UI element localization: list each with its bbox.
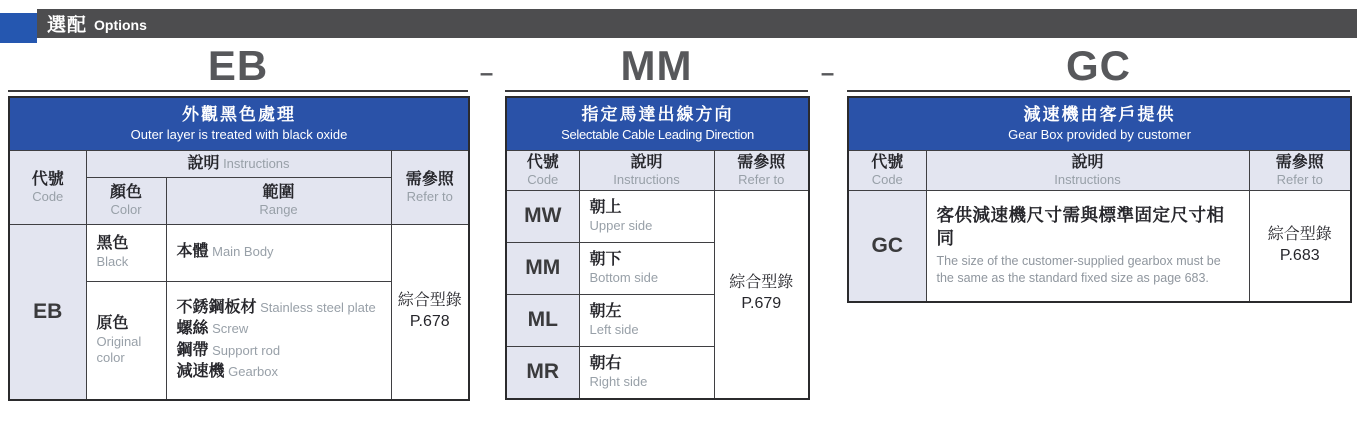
mm-row-ml-zh: 朝左 <box>589 302 622 320</box>
separator-dash-1: – <box>479 60 494 87</box>
title-rule <box>8 90 468 92</box>
mm-refer-cell <box>714 190 809 399</box>
option-column-eb <box>8 42 468 401</box>
gc-col-refer-zh: 需參照 <box>1275 153 1324 171</box>
eb-row2-range-cell <box>166 281 391 400</box>
eb-row2-range4-en: Gearbox <box>224 364 278 380</box>
eb-col-range <box>166 177 391 224</box>
gc-col-refer <box>1249 150 1351 190</box>
mm-refer-catalog: 綜合型錄 <box>729 274 794 292</box>
option-code-title-eb: EB <box>207 42 269 89</box>
eb-table-header-zh: 外觀黑色處理 <box>182 104 297 124</box>
eb-row1-color-cell <box>86 224 166 281</box>
section-header-bar <box>0 9 1357 39</box>
eb-col-instr-en: Instructions <box>219 155 290 171</box>
mm-options-table <box>505 96 810 400</box>
gc-refer-cell <box>1249 190 1351 302</box>
mm-row-mr-en: Right side <box>589 373 648 389</box>
section-header-strip <box>37 9 1357 38</box>
mm-table-header-en: Selectable Cable Leading Direction <box>561 126 754 142</box>
eb-refer-page: P.678 <box>409 312 450 330</box>
gc-col-code-en: Code <box>871 171 903 187</box>
eb-table-header <box>9 97 469 150</box>
mm-col-instructions <box>579 150 714 190</box>
eb-row2-range2-en: Screw <box>208 321 249 337</box>
mm-col-refer <box>714 150 809 190</box>
mm-table-header-zh: 指定馬達出線方向 <box>581 104 734 124</box>
gc-table-header-en: Gear Box provided by customer <box>1008 126 1191 142</box>
eb-col-refer-en: Refer to <box>406 188 453 204</box>
eb-refer-cell <box>391 224 469 400</box>
eb-col-refer-zh: 需參照 <box>405 170 454 188</box>
mm-col-instr-zh: 說明 <box>630 153 663 171</box>
separator-dash-2: – <box>820 60 835 87</box>
gc-table-header-zh: 減速機由客戶提供 <box>1023 104 1176 124</box>
accent-square-icon <box>0 13 37 43</box>
mm-row-mm-instr <box>579 242 714 294</box>
mm-row-mw-code: MW <box>506 190 579 242</box>
eb-col-color-en: Color <box>110 202 142 218</box>
gc-refer-page: P.683 <box>1279 246 1320 264</box>
eb-row1-range-cell <box>166 224 391 281</box>
eb-col-code-en: Code <box>32 188 64 204</box>
eb-col-color-zh: 顏色 <box>109 184 142 202</box>
eb-row1-color-en: Black <box>96 254 129 270</box>
mm-row-mm-code: MM <box>506 242 579 294</box>
eb-row2-range3-zh: 鋼帶 <box>176 341 209 359</box>
eb-col-code <box>9 150 86 224</box>
mm-row-mw-en: Upper side <box>589 217 653 233</box>
eb-row2-range2-zh: 螺絲 <box>176 320 209 338</box>
gc-col-instr-en: Instructions <box>1054 171 1121 187</box>
eb-row2-color-cell <box>86 281 166 400</box>
mm-row-mm-en: Bottom side <box>589 269 659 285</box>
mm-table-header <box>506 97 809 150</box>
eb-col-code-zh: 代號 <box>31 170 64 188</box>
eb-col-range-zh: 範圍 <box>262 184 295 202</box>
eb-col-instructions <box>86 150 391 177</box>
mm-col-instr-en: Instructions <box>613 171 680 187</box>
eb-col-refer <box>391 150 469 224</box>
mm-row-ml-en: Left side <box>589 321 639 337</box>
eb-col-color <box>86 177 166 224</box>
mm-row-mr-instr <box>579 346 714 399</box>
mm-col-refer-zh: 需參照 <box>737 153 786 171</box>
eb-row2-range1-en: Stainless steel plate <box>256 299 376 315</box>
options-columns <box>8 42 1350 401</box>
section-title-zh: 選配 <box>47 15 88 36</box>
option-code-title-mm: MM <box>620 42 693 89</box>
mm-col-code <box>506 150 579 190</box>
eb-row1-range-en: Main Body <box>208 244 274 260</box>
gc-instr-en: The size of the customer-supplied gearbox must be the same as the standard fixed size as page 683. <box>936 253 1221 285</box>
section-title-en: Options <box>94 16 147 33</box>
gc-instr-cell <box>926 190 1249 302</box>
gc-col-code-zh: 代號 <box>871 153 904 171</box>
mm-row-mw-instr <box>579 190 714 242</box>
mm-col-code-zh: 代號 <box>526 153 559 171</box>
eb-code-cell: EB <box>9 224 86 400</box>
mm-row-mr-zh: 朝右 <box>589 354 622 372</box>
mm-row-mw-zh: 朝上 <box>589 198 622 216</box>
eb-col-instr-zh: 說明 <box>187 154 220 172</box>
gc-refer-catalog: 綜合型錄 <box>1267 225 1332 243</box>
mm-col-refer-en: Refer to <box>738 171 785 187</box>
gc-col-refer-en: Refer to <box>1276 171 1323 187</box>
title-rule <box>505 90 808 92</box>
gc-col-instructions <box>926 150 1249 190</box>
eb-row2-color-zh: 原色 <box>96 315 129 333</box>
gc-col-instr-zh: 說明 <box>1071 153 1104 171</box>
mm-row-mm-zh: 朝下 <box>589 250 622 268</box>
eb-row2-range1-zh: 不銹鋼板材 <box>176 298 257 316</box>
eb-row2-color-en: Original color <box>96 334 142 365</box>
gc-code-cell: GC <box>848 190 926 302</box>
mm-col-code-en: Code <box>527 171 559 187</box>
eb-col-range-en: Range <box>259 202 298 218</box>
mm-row-ml-instr <box>579 294 714 346</box>
mm-row-mr-code: MR <box>506 346 579 399</box>
title-rule <box>847 90 1350 92</box>
option-column-gc <box>847 42 1350 303</box>
gc-instr-zh: 客供減速機尺寸需與標準固定尺寸相同 <box>936 205 1225 248</box>
option-column-mm <box>505 42 808 400</box>
eb-row2-range3-en: Support rod <box>208 342 281 358</box>
gc-col-code <box>848 150 926 190</box>
eb-row2-range4-zh: 減速機 <box>176 363 225 381</box>
eb-row1-range-zh: 本體 <box>176 243 209 261</box>
eb-row1-color-zh: 黑色 <box>96 235 129 253</box>
gc-options-table <box>847 96 1352 303</box>
mm-refer-page: P.679 <box>741 295 782 313</box>
eb-table-header-en: Outer layer is treated with black oxide <box>130 126 348 142</box>
mm-row-ml-code: ML <box>506 294 579 346</box>
eb-refer-catalog: 綜合型錄 <box>397 291 462 309</box>
gc-table-header <box>848 97 1351 150</box>
option-code-title-gc: GC <box>1066 42 1131 89</box>
eb-options-table <box>8 96 470 401</box>
